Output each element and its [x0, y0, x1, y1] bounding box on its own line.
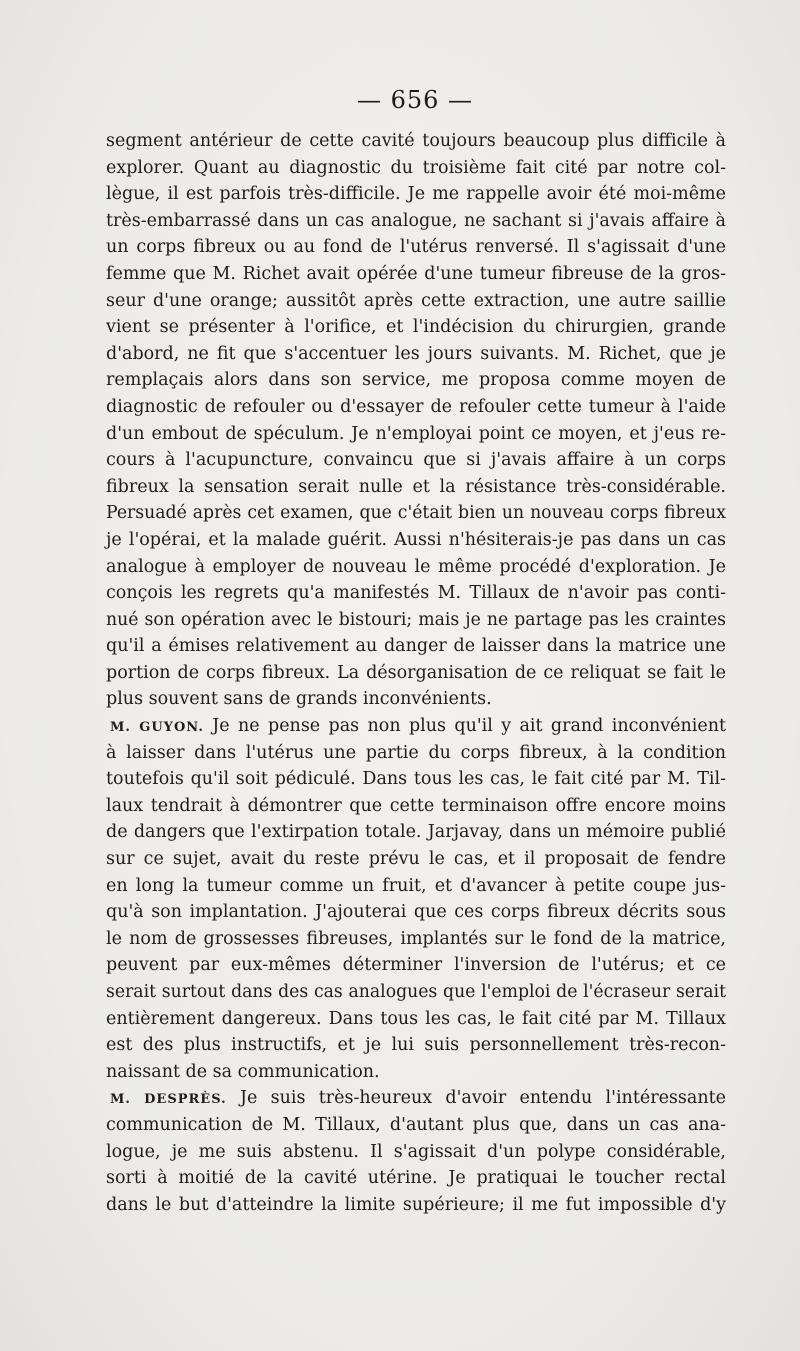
text-line: d'un embout de spéculum. Je n'employai point ce moyen, et j'eus re- [106, 423, 726, 444]
text-line: femme que M. Richet avait opérée d'une tumeur fibreuse de la gros- [106, 263, 726, 284]
text-line: à laisser dans l'utérus une partie du corps fibreux, à la condition [106, 742, 726, 763]
text-line: qu'il a émises relativement au danger de laisser dans la matrice une [106, 636, 726, 657]
speaker-name: M. DESPRÈS. [110, 1092, 227, 1108]
text-line: vient se présenter à l'orifice, et l'indécision du chirurgien, grande [106, 317, 726, 338]
speaker-text: Je suis très-heureux d'avoir entendu l'intéressante [239, 1088, 726, 1109]
text-line: conçois les regrets qu'a manifestés M. Tillaux de n'avoir pas conti- [106, 583, 726, 604]
text-line: segment antérieur de cette cavité toujours beaucoup plus difficile à [106, 131, 726, 151]
text-line: nué son opération avec le bistouri; mais je ne partage pas les craintes [106, 609, 726, 630]
page-number: — 656 — [356, 86, 474, 114]
text-line: serait surtout dans des cas analogues que l'emploi de l'écraseur serait [106, 982, 726, 1002]
text-line: analogue à employer de nouveau le même procédé d'exploration. Je [106, 556, 726, 577]
text-line: toutefois qu'il soit pédiculé. Dans tous les cas, le fait cité par M. Til- [106, 769, 726, 790]
text-line: le nom de grossesses fibreuses, implantés sur le fond de la matrice, [106, 928, 726, 949]
text-line: Persuadé après cet examen, que c'était bien un nouveau corps fibreux [106, 503, 726, 524]
text-line: cours à l'acupuncture, convaincu que si j'avais affaire à un corps [106, 450, 726, 471]
text-line: peuvent par eux-mêmes déterminer l'inversion de l'utérus; et ce [106, 955, 726, 976]
text-line: portion de corps fibreux. La désorganisation de ce reliquat se fait le [106, 662, 726, 683]
text-line: fibreux la sensation serait nulle et la résistance très-considérable. [106, 476, 726, 497]
text-line: logue, je me suis abstenu. Il s'agissait d'un polype considérable, [106, 1141, 726, 1162]
text-line: qu'à son implantation. J'ajouterai que ces corps fibreux décrits sous [106, 902, 726, 923]
text-line: en long la tumeur comme un fruit, et d'avancer à petite coupe jus- [106, 875, 726, 896]
speaker-line [106, 1085, 726, 1112]
text-line: remplaçais alors dans son service, me proposa comme moyen de [106, 370, 726, 391]
speaker-text: Je ne pense pas non plus qu'il y ait grand inconvénient [212, 716, 726, 737]
text-line: entièrement dangereux. Dans tous les cas, le fait cité par M. Tillaux [106, 1008, 726, 1029]
text-line: diagnostic de refouler ou d'essayer de refouler cette tumeur à l'aide [106, 396, 726, 417]
text-line: dans le but d'atteindre la limite supérieure; il me fut impossible d'y [106, 1194, 726, 1215]
body-text [106, 128, 726, 1218]
text-line: laux tendrait à démontrer que cette terminaison offre encore moins [106, 795, 726, 816]
text-line: de dangers que l'extirpation totale. Jarjavay, dans un mémoire publié [106, 822, 726, 843]
text-line: naissant de sa communication. [106, 1061, 380, 1082]
text-line: explorer. Quant au diagnostic du troisième fait cité par notre col- [106, 157, 726, 178]
text-line: je l'opérai, et la malade guérit. Aussi n'hésiterais-je pas dans un cas [106, 529, 726, 550]
text-line: un corps fibreux ou au fond de l'utérus renversé. Il s'agissait d'une [106, 237, 726, 258]
text-line: seur d'une orange; aussitôt après cette extraction, une autre saillie [106, 290, 726, 311]
text-line: très-embarrassé dans un cas analogue, ne sachant si j'avais affaire à [106, 210, 726, 231]
text-line: sur ce sujet, avait du reste prévu le cas, et il proposait de fendre [106, 849, 726, 870]
text-line: d'abord, ne fit que s'accentuer les jours suivants. M. Richet, que je [106, 343, 726, 364]
speaker-line [106, 713, 726, 740]
text-line: sorti à moitié de la cavité utérine. Je pratiquai le toucher rectal [106, 1168, 726, 1189]
text-line: lègue, il est parfois très-difficile. Je me rappelle avoir été moi-même [106, 184, 726, 205]
text-line: est des plus instructifs, et je lui suis personnellement très-recon- [106, 1035, 726, 1056]
text-line: communication de M. Tillaux, d'autant plus que, dans un cas ana- [106, 1114, 726, 1135]
text-line: plus souvent sans de grands inconvénients. [106, 689, 492, 710]
speaker-name: M. GUYON. [110, 720, 204, 736]
